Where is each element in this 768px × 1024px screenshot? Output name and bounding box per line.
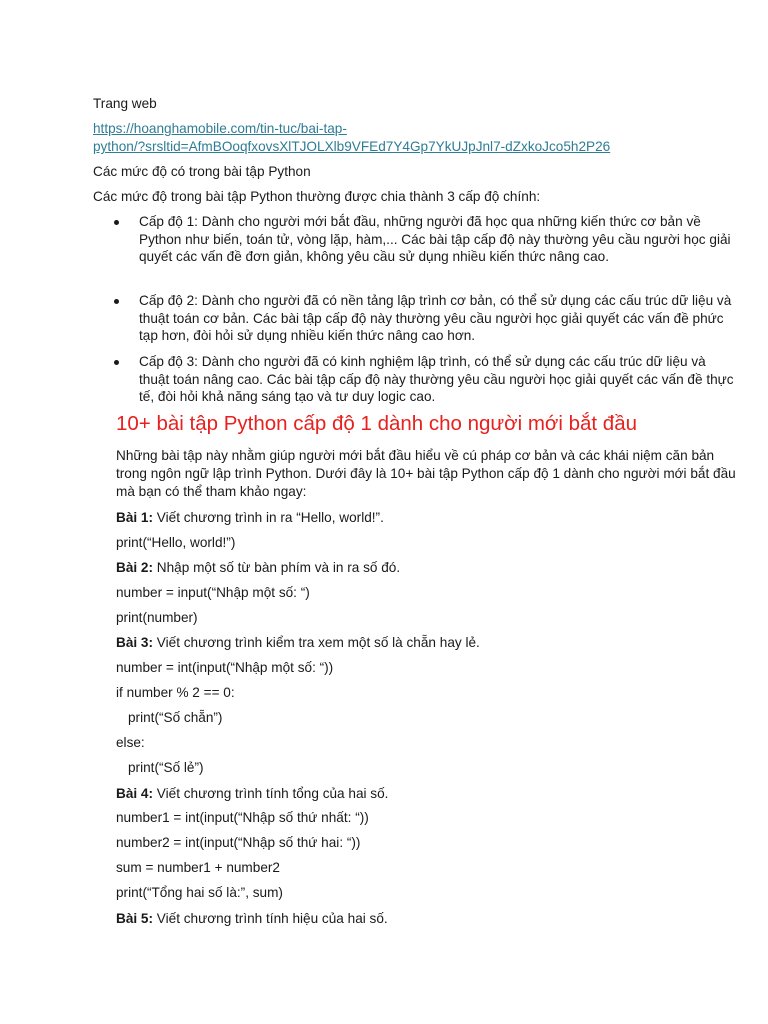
code-line: number = int(input(“Nhập một số: “)) [116,660,334,675]
list-item-text: Cấp độ 2: Dành cho người đã có nền tảng lập trình cơ bản, có thể sử dụng các cấu trúc dữ liệu và thuật toán cơ bản. Các bài tập cấp độ này thường yêu cầu người học giải quyết các vấn đề phức tạp hơn, đòi hỏi sử dụng nhiều kiến thức nâng cao hơn. [139,293,732,344]
exercise-text: Viết chương trình tính hiệu của hai số. [153,911,388,926]
website-label: Trang web [93,96,157,111]
exercises-heading: 10+ bài tập Python cấp độ 1 dành cho người mới bắt đầu [116,412,638,435]
code-line: if number % 2 == 0: [116,685,235,700]
exercise-text: Viết chương trình in ra “Hello, world!”. [153,510,384,525]
exercise-label: Bài 5: [116,911,154,926]
code-line: sum = number1 + number2 [116,860,280,875]
section-title: Các mức độ có trong bài tập Python [93,164,311,179]
section-lead: Các mức độ trong bài tập Python thường được chia thành 3 cấp độ chính: [93,189,541,204]
code-line: print(number) [116,610,198,625]
source-link-line-2[interactable]: python/?srsltid=AfmBOoqfxovsXlTJOLXlb9VFEd7Y4Gp7YkUJpJnl7-dZxkoJco5h2P26 [93,139,611,154]
exercise-text: Viết chương trình kiểm tra xem một số là chẵn hay lẻ. [153,635,480,650]
exercise-label: Bài 1: [116,510,154,525]
list-item-text: Cấp độ 3: Dành cho người đã có kinh nghiệm lập trình, có thể sử dụng các cấu trúc dữ liệu và thuật toán nâng cao. Các bài tập cấp độ này thường yêu cầu người học giải quyết các vấn đề thực tế, đòi hỏi khả năng sáng tạo và tư duy logic cao. [139,354,734,405]
code-line: number2 = int(input(“Nhập số thứ hai: “)) [116,835,361,850]
code-line: number = input(“Nhập một số: “) [116,585,310,600]
code-line: print(“Tổng hai số là:”, sum) [116,885,283,900]
code-line: print(“Số chẵn”) [128,710,223,725]
exercise-text: Viết chương trình tính tổng của hai số. [153,786,389,801]
exercise-3-prompt [116,634,480,652]
exercise-2-prompt [116,559,400,577]
source-link-line-1[interactable]: https://hoanghamobile.com/tin-tuc/bai-tap- [93,121,347,136]
code-line: else: [116,735,145,750]
exercise-label: Bài 3: [116,635,154,650]
exercise-4-prompt [116,785,388,803]
code-line: print(“Số lẻ”) [128,760,204,775]
list-item-text: Cấp độ 1: Dành cho người mới bắt đầu, những người đã học qua những kiến thức cơ bản về Python như biến, toán tử, vòng lặp, hàm,... Các bài tập cấp độ này thường yêu cầu người học giải quyết các vấn đề đơn giản, không yêu cầu sử dụng nhiều kiến thức nâng cao. [139,214,731,265]
bullet-icon [114,220,119,225]
exercise-label: Bài 2: [116,560,154,575]
code-line: number1 = int(input(“Nhập số thứ nhất: “)) [116,810,369,825]
code-line: print(“Hello, world!”) [116,535,236,550]
exercise-1-prompt [116,509,384,527]
exercise-5-prompt [116,910,388,928]
exercise-label: Bài 4: [116,786,154,801]
exercises-intro: Những bài tập này nhằm giúp người mới bắt đầu hiểu về cú pháp cơ bản và các khái niệm căn bản trong ngôn ngữ lập trình Python. Dưới đây là 10+ bài tập Python cấp độ 1 dành cho người mới bắt đầu mà bạn có thể tham khảo ngay: [116,448,736,499]
bullet-icon [114,360,119,365]
bullet-icon [114,299,119,304]
exercise-text: Nhập một số từ bàn phím và in ra số đó. [153,560,401,575]
